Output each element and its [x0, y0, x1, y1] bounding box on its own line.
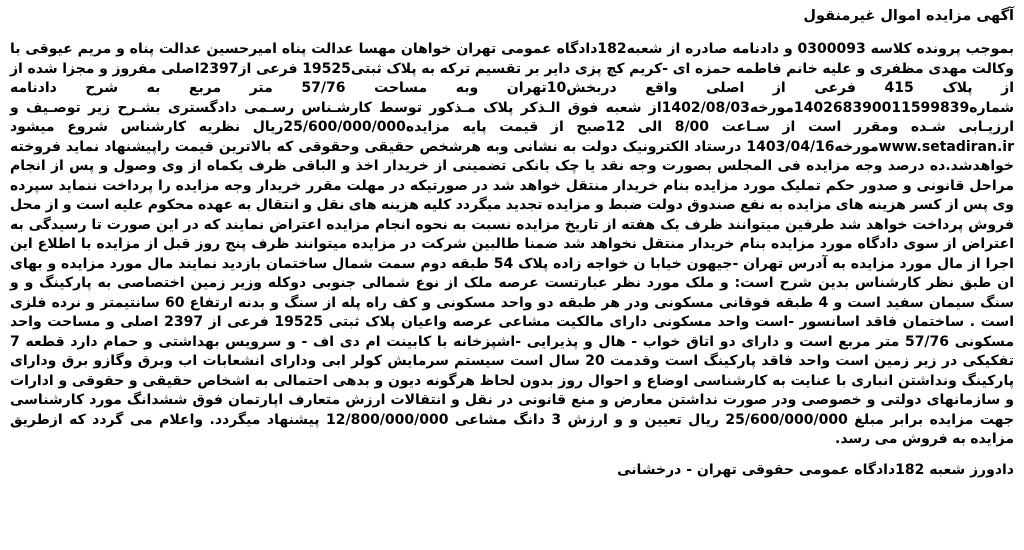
notice-body: بموجب پرونده کلاسه 0300093 و دادنامه صادره از شعبه182دادگاه عمومی تهران خواهان مهسا عدالت پناه امیرحسین عدالت پناه و مریم عیوقی با وکالت مهدی مظفری و علیه خانم فاطمه حمزه ای -کریم کچ پزی دایر بر تقسیم ترکه به پلاک ثبتی19525 فرعی از2397اصلی مفروز و مجزا شده از از پلاک 415 فرعی از اصلی واقع دربخش10تهران وبه مساحت 57/76 متر مربع به شرح دادنامه شماره140268390011599839مورخه1402/08/03از شعبه فوق الـذکر پلاک مـذکور توسط کارشـناس رسـمی دادگستری بشـرح زیر توصـیف و ارزیـابی شـده ومقرر است از سـاعت 8/00 الی 12صبح از قیمت پایه مزایده25/600/000/000ریال نظریه کارشناس شروع میشود www.setadiran.irمورخه1403/04/16 درستاد الکترونیک دولت به نشانی وبه هرشخص حقیقی وحقوقی که بالاترین قیمت راپیشنهاد نماید فروخته خواهدشد.ده درصد وجه مزایده فی المجلس بصورت وجه نقد یا چک بانکی تضمینی از خریدار اخذ و الباقی ظرف یکماه از وی وصول و پس از انجام مراحل قانونی و صدور حکم تملیک مورد مزایده بنام خریدار منتقل خواهد شد در صورتیکه در مهلت مقرر خریدار وجه مزایده را پرداخت ننماید سپرده وی پس از کسر هزینه های مزایده به نفع صندوق دولت ضبط و مزایده تجدید میگردد کلیه هزینه های نقل و انتقال به عهده محکوم علیه است و از محل فروش پرداخت خواهد شد طرفین میتوانند ظرف یک هفته از تاریخ مزایده نسبت به نحوه انجام مزایده اعتراض نمایند که در این صورت تا رسیدگی به اعتراض از سوی دادگاه مورد مزایده بنام خریدار منتقل نخواهد شد ضمنا طالبین شرکت در مزایده میتوانند ظرف پنج روز قبل از مزایده با اطلاع این اجرا از مال مورد مزایده به آدرس تهران -جیهون خیابا ن خواجه زاده پلاک 54 طبقه دوم سمت شمال ساختمان بازدید نمایند مال مورد مزایده و بهای ان طبق نظر کارشناس بدین شرح است: و ملک مورد نظر عبارتست عرصه ملک از نوع شمالی جنوبی دوکله وزیر زمین اختصاصی به پارکینگ و و سنگ سیمان سفید است و 4 طبقه فوقانی مسکونی ودر هر طبقه دو واحد مسکونی و کف راه پله از سنگ و بدنه ارتفاع 60 سانتیمتر و نرده فلزی است . ساختمان فاقد اسانسور -است واحد مسکونی دارای مالکیت مشاعی عرصه واعیان پلاک ثبتی 19525 فرعی از 2397 اصلی و مساحت واحد مسکونی 57/76 متر مربع است و دارای دو اتاق خواب - هال و پذیرایی -اشپزخانه با کابینت ام دی اف - و سرویس بهداشتی و حمام دارد قطعه 7 تفکیکی در زیر زمین است واحد فاقد پارکینگ است وقدمت 20 سال است سیستم سرمایش کولر ابی ودارای انشعابات اب وبرق وگازو برق ودارای پارکینگ ونداشتن انباری با عنایت به کارشناسی اوضاع و احوال روز بدون لحاظ هرگونه دیون و بدهی احتمالی به اشخاص حقیقی و حقوقی و ادارات و سازمانهای دولتی و خصوصی ودر صورت نداشتن معارض و منع قانونی در نقل و انتقالات ارزش متعارف اپارتمان فوق ششدانگ مورد کارشناسی جهت مزایده برابر مبلغ 25/600/000/000 ریال تعیین و و ارزش 3 دانگ مشاعی 12/800/000/000 پیشنهاد میگردد. واعلام می گردد که ازطریق مزایده به فروش می رسد. [10, 41, 1015, 447]
notice-signature: دادورز شعبه 182دادگاه عمومی حقوقی تهران - درخشانی [617, 461, 1014, 478]
notice-title: آگهی مزایده اموال غیرمنقول [803, 8, 1014, 24]
auction-notice [10, 0, 1014, 550]
